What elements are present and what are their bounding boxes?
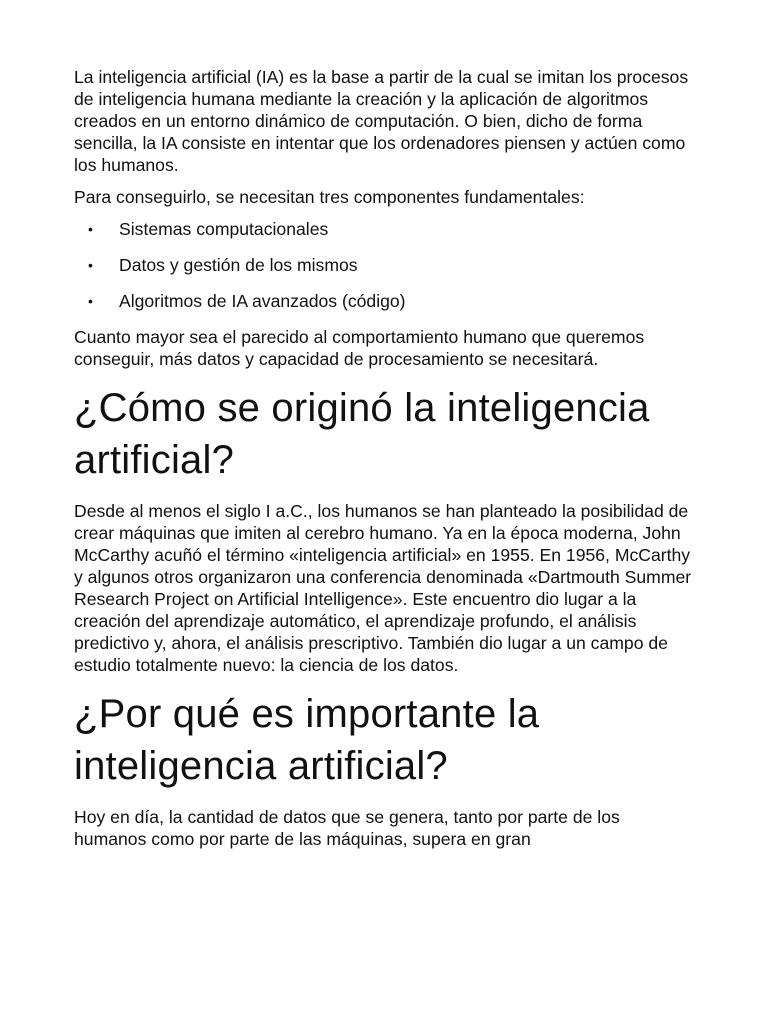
list-item: [74, 218, 694, 240]
importance-paragraph: Hoy en día, la cantidad de datos que se genera, tanto por parte de los humanos como por parte de las máquinas, supera en gran: [74, 807, 620, 849]
components-list: [74, 218, 694, 312]
importance-heading: ¿Por qué es importante la inteligencia artificial?: [74, 692, 540, 788]
similarity-paragraph: Cuanto mayor sea el parecido al comportamiento humano que queremos conseguir, más datos y capacidad de procesamiento se necesitará.: [74, 327, 645, 369]
origin-paragraph: Desde al menos el siglo I a.C., los humanos se han planteado la posibilidad de crear máquinas que imiten al cerebro humano. Ya en la época moderna, John McCarthy acuñó el término «inteligencia artificial» en 1955. En 1956, McCarthy y algunos otros organizaron una conferencia denominada «Dartmouth Summer Research Project on Artificial Intelligence». Este encuentro dio lugar a la creación del aprendizaje automático, el aprendizaje profundo, el análisis predictivo y, ahora, el análisis prescriptivo. También dio lugar a un campo de estudio totalmente nuevo: la ciencia de los datos.: [74, 501, 692, 675]
intro-paragraph: La inteligencia artificial (IA) es la base a partir de la cual se imitan los procesos de inteligencia humana mediante la creación y la aplicación de algoritmos creados en un entorno dinámico de computación. O bien, dicho de forma sencilla, la IA consiste en intentar que los ordenadores piensen y actúen como los humanos.: [74, 67, 689, 175]
origin-heading: ¿Cómo se originó la inteligencia artificial?: [74, 386, 650, 482]
list-item-text: Datos y gestión de los mismos: [119, 255, 358, 275]
bullet-icon: •: [88, 221, 93, 237]
list-item-text: Sistemas computacionales: [119, 219, 329, 239]
bullet-icon: •: [88, 293, 93, 309]
components-intro: Para conseguirlo, se necesitan tres componentes fundamentales:: [74, 187, 585, 207]
list-item: [74, 254, 694, 276]
list-item-text: Algoritmos de IA avanzados (código): [119, 291, 406, 311]
bullet-icon: •: [88, 257, 93, 273]
list-item: [74, 290, 694, 312]
